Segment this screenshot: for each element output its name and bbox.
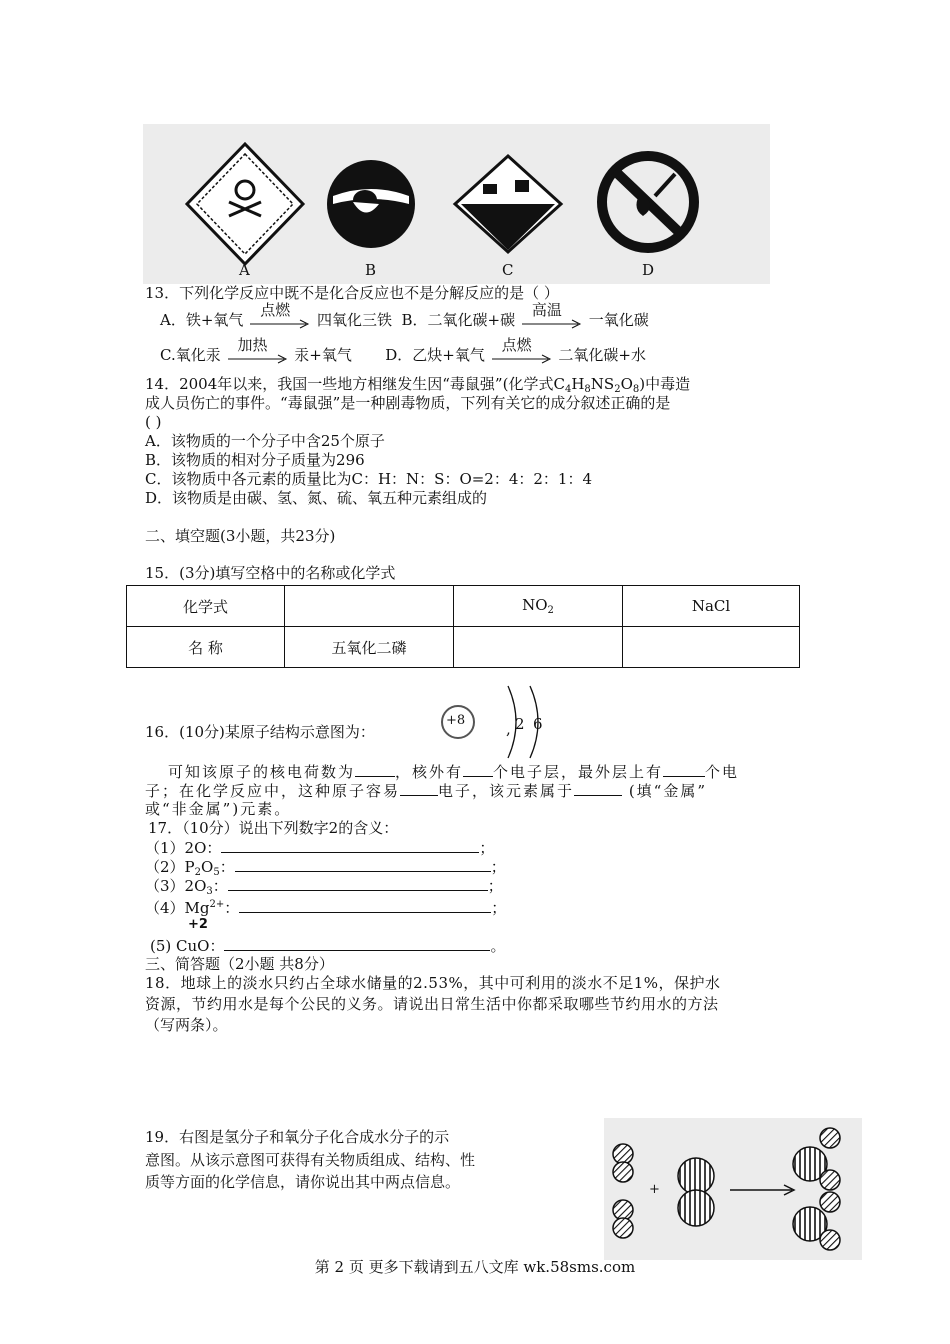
q16-text-line3: 或“非金属”)元素。 xyxy=(145,800,292,818)
reaction-condition: 加热 xyxy=(237,336,268,354)
q13-option-b: B．二氧化碳+碳 xyxy=(401,311,516,329)
blank-field[interactable] xyxy=(574,781,622,796)
q13-option-b-product: 一氧化碳 xyxy=(588,311,649,329)
subscript: 2 xyxy=(547,605,554,616)
shell-2-electrons: 6 xyxy=(533,715,543,733)
q14-option-c: C．该物质中各元素的质量比为C：H：N：S：O=2：4：2：1：4 xyxy=(145,470,593,488)
blank-field[interactable] xyxy=(400,781,438,796)
subscript: 2 xyxy=(194,867,202,878)
q17-label: ： xyxy=(212,877,228,895)
q14-option-d: D．该物质是由碳、氢、氮、硫、氧五种元素组成的 xyxy=(145,489,488,507)
reaction-condition: 点燃 xyxy=(501,336,532,354)
q13-option-a: A．铁+氧气 xyxy=(160,311,244,329)
nucleus-charge: +8 xyxy=(446,713,466,728)
q19-line2: 意图。从该示意图可获得有关物质组成、结构、性 xyxy=(145,1151,476,1169)
q14-text: 14．2004年以来，我国一些地方相继发生因“毒鼠强”(化学式C xyxy=(145,375,565,393)
table-cell-blank[interactable] xyxy=(454,627,623,668)
superscript: 2+ xyxy=(209,899,225,910)
q14-text: )中毒造 xyxy=(639,375,691,393)
hazard-signs-figure xyxy=(143,124,770,284)
figure-label-d: D xyxy=(642,261,655,279)
q18-line3: （写两条）。 xyxy=(145,1016,228,1034)
punctuation: ； xyxy=(487,877,503,895)
q14-option-b: B．该物质的相对分子质量为296 xyxy=(145,451,365,469)
punctuation: 。 xyxy=(490,937,506,955)
corrosive-sign-icon xyxy=(455,156,561,252)
reaction-arrow xyxy=(520,301,584,331)
answer-field[interactable] xyxy=(235,857,491,872)
figure-label-c: C xyxy=(502,261,514,279)
q18-line1: 18．地球上的淡水只约占全球水储量的2.53%，其中可利用的淡水不足1%，保护水 xyxy=(145,974,721,992)
table-cell xyxy=(454,586,623,627)
table-cell-blank[interactable] xyxy=(623,627,800,668)
q13-option-a-product: 四氧化三铁 xyxy=(316,311,392,329)
reaction-condition: 点燃 xyxy=(260,301,291,319)
molecule-reaction-diagram xyxy=(604,1118,862,1260)
subscript: 2 xyxy=(614,384,621,395)
answer-field[interactable] xyxy=(239,898,491,913)
section2-title: 二、填空题(3小题，共23分) xyxy=(145,527,336,545)
punctuation: ； xyxy=(490,858,506,876)
table-cell-blank[interactable] xyxy=(285,586,454,627)
comma: , xyxy=(506,720,511,738)
q17-label: O xyxy=(201,858,214,876)
q14-line2: 成人员伤亡的事件。“毒鼠强”是一种剧毒物质，下列有关它的成分叙述正确的是 xyxy=(145,394,671,412)
q17-label: ： xyxy=(219,858,235,876)
q17-stem: 17．（10分）说出下列数字2的含义： xyxy=(148,819,399,837)
q13-options-cd xyxy=(160,336,646,366)
blank-field[interactable] xyxy=(663,762,705,777)
q14-option-a: A．该物质的一个分子中含25个原子 xyxy=(145,432,385,450)
subscript: 5 xyxy=(213,867,220,878)
q14-text: O xyxy=(620,375,633,393)
q16-text: 可知该原子的核电荷数为 xyxy=(168,763,356,781)
q16-text: ，核外有 xyxy=(395,763,464,781)
oxygen-molecule-icon xyxy=(678,1158,714,1226)
q16-text: 子；在化学反应中，这种原子容易 xyxy=(145,782,401,800)
q15-table xyxy=(126,585,800,668)
table-cell: 名 称 xyxy=(127,627,285,668)
table-row xyxy=(127,627,800,668)
q17-label: （1）2O： xyxy=(145,839,222,857)
q17-label: （4）Mg xyxy=(145,899,210,917)
subscript: 8 xyxy=(632,384,640,395)
q15-stem: 15．(3分)填写空格中的名称或化学式 xyxy=(145,564,396,582)
valence-mark: +2 xyxy=(188,917,208,932)
q16-text: 个电 xyxy=(705,763,740,781)
q16-text: (填“金属” xyxy=(628,782,708,800)
answer-field[interactable] xyxy=(224,936,490,951)
q16-text-line2 xyxy=(145,781,707,801)
q14-text: NS xyxy=(590,375,615,393)
q13-option-c-product: 汞+氧气 xyxy=(294,346,352,364)
q16-text: 个电子层，最外层上有 xyxy=(493,763,664,781)
blank-field[interactable] xyxy=(355,762,395,777)
q18-line2: 资源，节约用水是每个公民的义务。请说出日常生活中你都采取哪些节约用水的方法 xyxy=(145,995,719,1013)
q17-label: （2）P xyxy=(145,858,195,876)
q19-line3: 质等方面的化学信息，请你说出其中两点信息。 xyxy=(145,1173,461,1191)
answer-field[interactable] xyxy=(228,876,488,891)
punctuation: ； xyxy=(479,839,495,857)
reaction-condition: 高温 xyxy=(531,301,562,319)
hydrogen-molecule-icon xyxy=(613,1144,633,1238)
shell-1-electrons: 2 xyxy=(515,715,525,733)
toxic-sign-icon xyxy=(187,144,303,264)
q17-item-5 xyxy=(150,936,505,956)
reaction-arrow xyxy=(490,336,554,366)
table-cell: 化学式 xyxy=(127,586,285,627)
table-cell: 五氧化二磷 xyxy=(285,627,454,668)
figure-label-a: A xyxy=(239,261,250,279)
figure-label-b: B xyxy=(365,261,377,279)
subscript: 8 xyxy=(584,384,591,395)
no-fire-sign-icon xyxy=(602,156,694,248)
answer-field[interactable] xyxy=(221,838,479,853)
table-cell: NaCl xyxy=(623,586,800,627)
subscript: 4 xyxy=(564,384,572,395)
q13-options-ab xyxy=(160,301,649,331)
atom-structure-diagram xyxy=(438,680,558,760)
section3-title: 三、简答题（2小题 共8分） xyxy=(145,955,334,973)
q19-line1: 19．右图是氢分子和氧分子化合成水分子的示 xyxy=(145,1128,450,1146)
q16-text-line1 xyxy=(168,762,739,782)
punctuation: ； xyxy=(491,899,507,917)
subscript: 3 xyxy=(206,886,213,897)
blank-field[interactable] xyxy=(463,762,493,777)
circular-hazard-sign-icon xyxy=(327,160,415,248)
q14-line3: ( ) xyxy=(145,413,162,431)
q16-text: 电子，该元素属于 xyxy=(438,782,575,800)
q14-text: H xyxy=(571,375,585,393)
plus-sign: + xyxy=(649,1182,660,1197)
q13-option-c: C.氧化汞 xyxy=(160,346,221,364)
q13-option-d-product: 二氧化碳+水 xyxy=(558,346,646,364)
table-row xyxy=(127,586,800,627)
q17-item-1 xyxy=(145,838,494,858)
page-footer: 第 2 页 更多下载请到五八文库 wk.58sms.com xyxy=(314,1258,636,1276)
q13-stem: 13．下列化学反应中既不是化合反应也不是分解反应的是（ ） xyxy=(145,284,559,302)
water-molecule-icon xyxy=(793,1128,840,1250)
q16-stem: 16．(10分)某原子结构示意图为： xyxy=(145,723,375,741)
q17-label: ： xyxy=(224,899,240,917)
q17-item-4 xyxy=(145,895,506,918)
formula-text: NO xyxy=(522,596,548,614)
q13-option-d: D．乙炔+氧气 xyxy=(385,346,485,364)
reaction-arrow xyxy=(248,301,312,331)
q17-label: （3）2O xyxy=(145,877,207,895)
reaction-arrow xyxy=(226,336,290,366)
q17-label: (5) CuO： xyxy=(150,937,225,955)
